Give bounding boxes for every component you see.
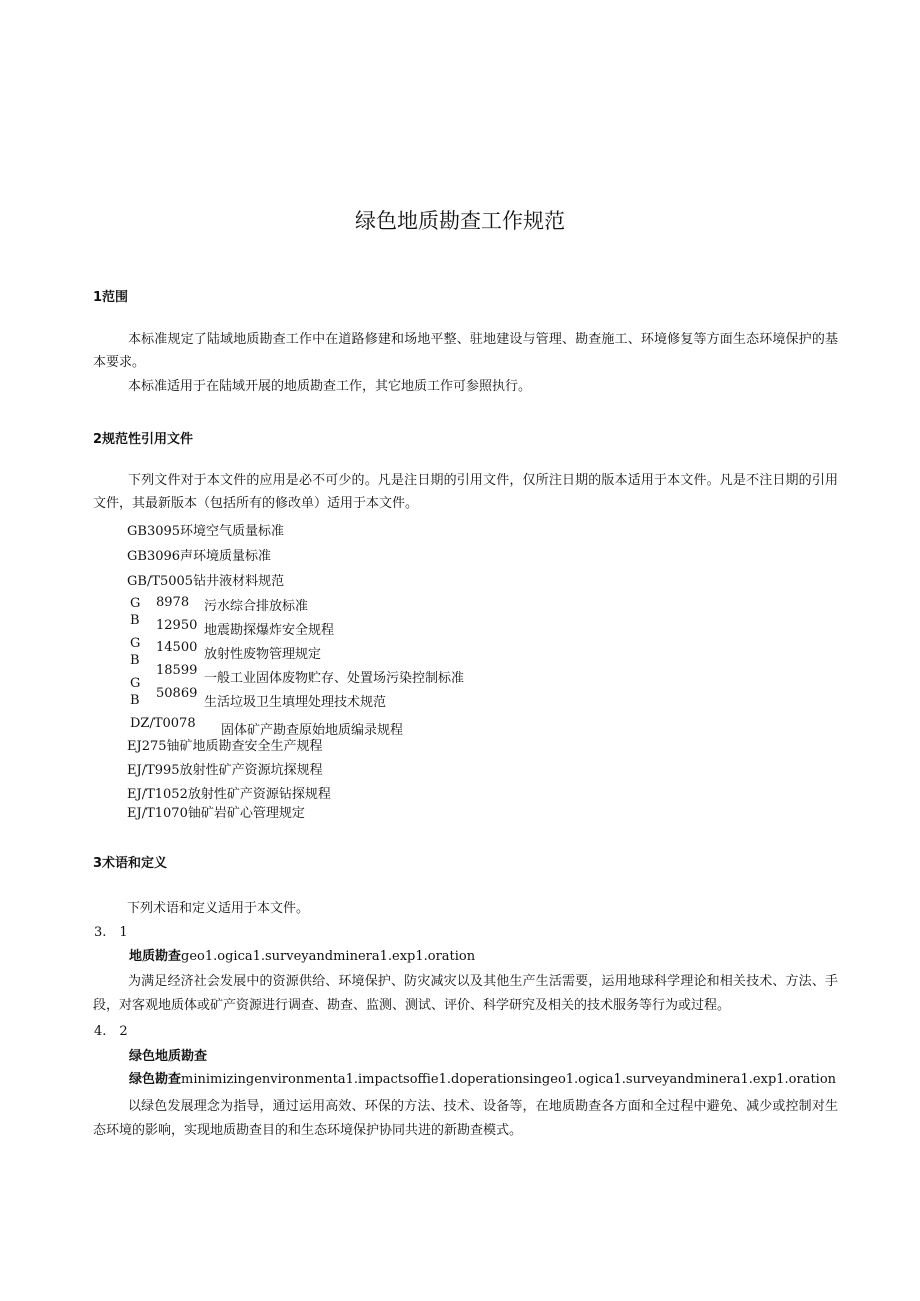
refs-intro-paragraph: 下列文件对于本文件的应用是必不可少的。凡是注日期的引用文件，仅所注日期的版本适用于本文件。凡是不注日期的引用文件，其最新版本（包括所有的修改单）适用于本文件。 (93, 473, 838, 511)
gb-number: 8978 (156, 595, 190, 610)
scope-paragraph-1: 本标准规定了陆域地质勘查工作中在道路修建和场地平整、驻地建设与管理、勘查施工、环境修复等方面生态环境保护的基本要求。 (93, 332, 838, 370)
term-definition: 以绿色发展理念为指导，通过运用高效、环保的方法、技术、设备等，在地质勘查各方面和全过程中避免、减少或控制对生态环境的影响，实现地质勘查目的和生态环境保护协同共进的新勘查模式。 (93, 1099, 838, 1138)
gb-number: 50869 (156, 686, 198, 701)
ref-item: GB/T5005钻井液材料规范 (127, 574, 285, 589)
gb-letter: G (130, 596, 141, 611)
gb-number: 14500 (156, 640, 198, 655)
gb-name: 污水综合排放标准 (204, 599, 309, 614)
gb-name: 生活垃圾卫生填埋处理技术规范 (204, 695, 387, 710)
ref-item: GB3095环境空气质量标准 (127, 524, 285, 539)
term-number: 4. 2 (94, 1024, 128, 1039)
dz-name: 固体矿产勘查原始地质编录规程 (221, 723, 404, 738)
ej-item: EJ275铀矿地质勘查安全生产规程 (127, 739, 323, 754)
term-name: 绿色地质勘查 (129, 1049, 208, 1064)
gb-letter: B (130, 693, 140, 708)
section-heading-terms: 3术语和定义 (93, 856, 168, 871)
gb-number: 18599 (156, 663, 198, 678)
gb-number: 12950 (156, 618, 198, 633)
document-title: 绿色地质勘查工作规范 (355, 209, 565, 233)
terms-intro: 下列术语和定义适用于本文件。 (127, 901, 310, 916)
term-entry (129, 1068, 836, 1087)
gb-letter: G (130, 676, 141, 691)
ej-item: EJ/T995放射性矿产资源坑探规程 (127, 763, 323, 778)
gb-letter: G (130, 636, 141, 651)
term-english: geo1.ogica1.surveyandminera1.exp1.oration (181, 949, 476, 964)
gb-name: 地震勘探爆炸安全规程 (204, 623, 335, 638)
gb-name: 放射性废物管理规定 (204, 647, 322, 662)
gb-letter: B (130, 613, 140, 628)
ej-item: EJ/T1052放射性矿产资源钻探规程 (127, 787, 331, 802)
term-entry (129, 945, 475, 964)
term-name: 地质勘查 (129, 949, 182, 964)
scope-paragraph-2: 本标准适用于在陆域开展的地质勘查工作，其它地质工作可参照执行。 (128, 379, 532, 394)
term-short-name: 绿色勘查 (129, 1072, 182, 1087)
ej-item: EJ/T1070铀矿岩矿心管理规定 (127, 806, 305, 821)
section-heading-scope: 1范围 (93, 290, 129, 305)
term-english: minimizingenvironmenta1.impactsoffie1.doperationsingeo1.ogica1.surveyandminera1.exp1.oration (181, 1072, 837, 1087)
term-number: 3. 1 (94, 925, 128, 940)
dz-code: DZ/T0078 (130, 716, 196, 731)
gb-letter: B (130, 653, 140, 668)
term-definition: 为满足经济社会发展中的资源供给、环境保护、防灾减灾以及其他生产生活需要，运用地球科学理论和相关技术、方法、手段，对客观地质体或矿产资源进行调查、勘查、监测、测试、评价、科学研究及相关的技术服务等行为或过程。 (93, 974, 838, 1013)
gb-name: 一般工业固体废物贮存、处置场污染控制标准 (204, 671, 465, 686)
section-heading-refs: 2规范性引用文件 (93, 432, 194, 447)
ref-item: GB3096声环境质量标准 (127, 549, 272, 564)
